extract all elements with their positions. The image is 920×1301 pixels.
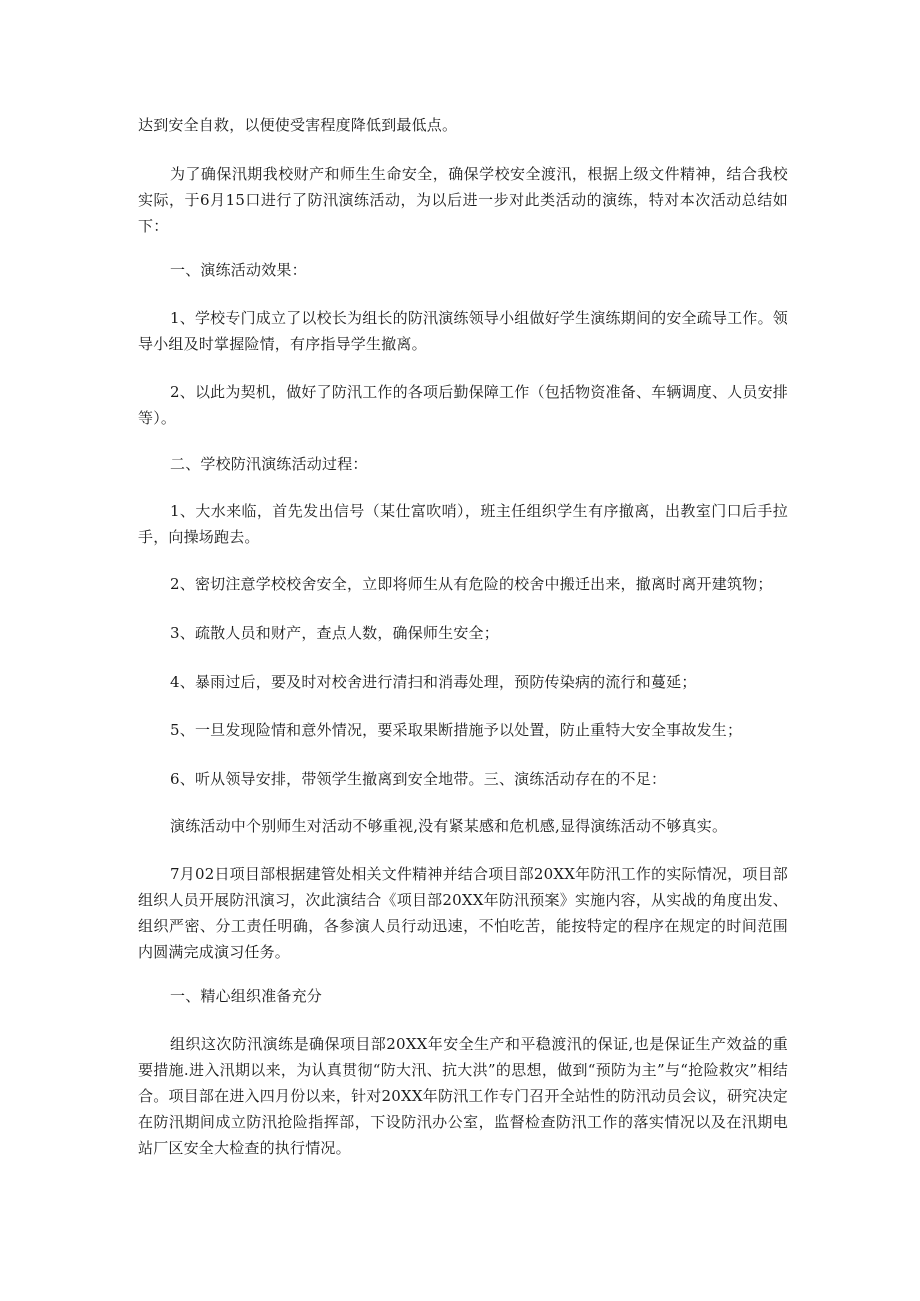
paragraph-process-2: 2、密切注意学校校舍安全，立即将师生从有危险的校舍中搬迁出来，撤离时离开建筑物； <box>170 575 773 593</box>
paragraph-process-5: 5、一旦发现险情和意外情况，要采取果断措施予以处置，防止重特大安全事故发生； <box>170 721 743 739</box>
paragraph-shortcomings: 演练活动中个别师生对活动不够重视,没有紧某感和危机感,显得演练活动不够真实。 <box>170 817 728 835</box>
paragraph-process-3: 3、疏散人员和财产，查点人数，确保师生安全； <box>170 624 499 642</box>
paragraph-process-1: 1、大水来临，首先发出信号（某仕富吹哨），班主任组织学生有序撤离，出教室门口后手拉手，向操场跑去。 <box>138 502 788 546</box>
paragraph-intro: 为了确保汛期我校财产和师生生命安全，确保学校安全渡汛，根据上级文件精神，结合我校实际，于6月15口进行了防汛演练活动，为以后进一步对此类活动的演练，特对本次活动总结如下： <box>138 165 788 235</box>
paragraph-process-6: 6、听从领导安排，带领学生撤离到安全地带。三、演练活动存在的不足： <box>170 770 667 788</box>
section-heading-effects: 一、演练活动效果： <box>170 261 307 279</box>
paragraph-effect-2: 2、以此为契机，做好了防汛工作的各项后勤保障工作（包括物资准备、车辆调度、人员安排等）。 <box>138 383 788 427</box>
section-heading-process: 二、学校防汛演练活动过程： <box>170 455 368 473</box>
paragraph-effect-1: 1、学校专门成立了以校长为组长的防汛演练领导小组做好学生演练期间的安全疏导工作。领导小组及时掌握险情，有序指导学生撤离。 <box>138 309 788 353</box>
section-heading-organization: 一、精心组织准备充分 <box>170 987 323 1005</box>
paragraph-process-4: 4、暴雨过后，要及时对校舍进行清扫和消毒处理，预防传染病的流行和蔓延； <box>170 673 697 691</box>
paragraph-organization: 组织这次防汛演练是确保项目部20XX年安全生产和平稳渡汛的保证,也是保证生产效益的重要措施.进入汛期以来，为认真贯彻“防大汛、抗大洪”的思想，做到“预防为主”与“抢险救灾”相结合。项目部在进入四月份以来，针对20XX年防汛工作专门召开全站性的防汛动员会议，研究决定在防汛期间成立防汛抢险指挥部，下设防汛办公室，监督检查防汛工作的落实情况以及在汛期电站厂区安全大检查的执行情况。 <box>138 1035 788 1157</box>
paragraph-continuation: 达到安全自救，以便使受害程度降低到最低点。 <box>138 116 458 134</box>
paragraph-project-drill: 7月02日项目部根据建管处相关文件精神并结合项目部20XX年防汛工作的实际情况，项目部组织人员开展防汛演习，次此演结合《项目部20XX年防汛预案》实施内容，从实战的角度出发、组织严密、分工责任明确，各参演人员行动迅速，不怕吃苦，能按特定的程序在规定的时间范围内圆满完成演习任务。 <box>138 865 788 961</box>
